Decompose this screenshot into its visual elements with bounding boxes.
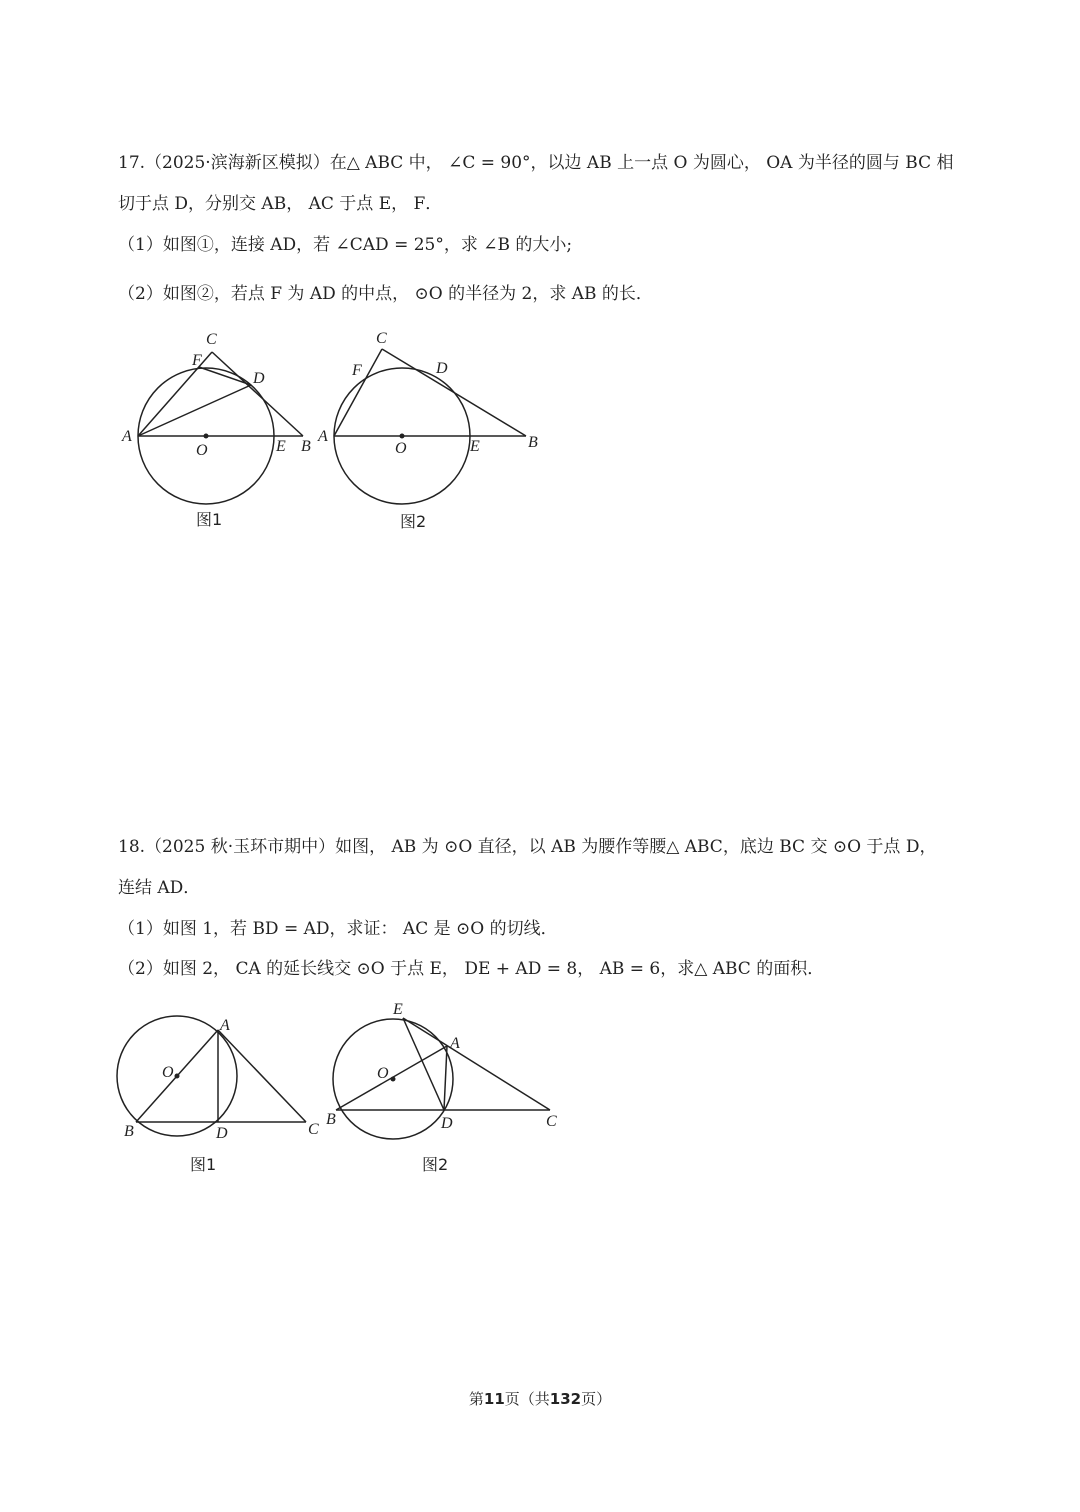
label-o: O [377,1065,389,1082]
center-dot [400,434,405,439]
q18-figure-1 [110,1010,330,1184]
caption: 图2 [400,512,427,531]
segment-ad [444,1046,447,1110]
label-f: F [192,352,202,369]
label-a: A [318,428,328,445]
page-number: 11 [483,1390,505,1408]
segment-ac [218,1030,306,1122]
caption: 图2 [422,1155,449,1174]
center-dot [204,434,209,439]
footer-mid: 页（共 [504,1390,550,1408]
page-footer [0,1388,1080,1409]
segment-ed [403,1018,444,1110]
label-a: A [220,1017,230,1034]
label-o: O [196,442,208,459]
q17-figure-2 [316,325,556,544]
label-d: D [216,1125,228,1142]
label-d: D [441,1115,453,1132]
label-e: E [393,1001,403,1018]
label-d: D [253,370,265,387]
label-e: E [276,438,286,455]
label-b: B [124,1123,134,1140]
label-b: B [301,438,311,455]
footer-suffix: 页） [581,1390,612,1408]
caption: 图1 [196,510,223,529]
label-c: C [546,1113,557,1130]
segment-cb [382,349,526,436]
segment-cb [212,352,303,436]
label-f: F [352,362,362,379]
label-b: B [326,1111,336,1128]
label-d: D [436,360,448,377]
label-o: O [162,1064,174,1081]
q17-part-2: （2）如图②，若点 F 为 AD 的中点， ⊙O 的半径为 2，求 AB 的长． [118,284,653,304]
q18-figure-2 [326,1000,576,1184]
segment-ad [138,385,251,436]
q17-part-1: （1）如图①，连接 AD，若 ∠CAD = 25°，求 ∠B 的大小; [118,235,573,255]
segment-ec [403,1018,550,1110]
q18-line-1: 18.（2025 秋·玉环市期中）如图， AB 为 ⊙O 直径，以 AB 为腰作等腰△ ABC，底边 BC 交 ⊙O 于点 D， [118,837,937,857]
q17-figure-1 [120,325,330,544]
caption: 图1 [190,1155,217,1174]
center-dot [391,1077,396,1082]
q17-line-1: 17.（2025·滨海新区模拟）在△ ABC 中， ∠C = 90°，以边 AB 上一点 O 为圆心， OA 为半径的圆与 BC 相 [118,153,954,173]
q18-line-2: 连结 AD． [118,878,201,898]
page-total: 132 [549,1390,582,1408]
q17-line-2: 切于点 D，分别交 AB， AC 于点 E， F． [118,194,443,214]
center-dot [175,1074,180,1079]
label-a: A [450,1035,460,1052]
q18-part-1: （1）如图 1，若 BD = AD，求证： AC 是 ⊙O 的切线． [118,919,558,939]
label-b: B [528,434,538,451]
label-e: E [470,438,480,455]
label-a: A [122,428,132,445]
label-c: C [308,1121,319,1138]
label-c: C [376,330,387,347]
label-c: C [206,331,217,348]
q18-part-2: （2）如图 2， CA 的延长线交 ⊙O 于点 E， DE + AD = 8， AB = 6，求△ ABC 的面积． [118,959,825,979]
segment-fd [199,367,251,385]
footer-prefix: 第 [468,1390,484,1408]
label-o: O [395,440,407,457]
